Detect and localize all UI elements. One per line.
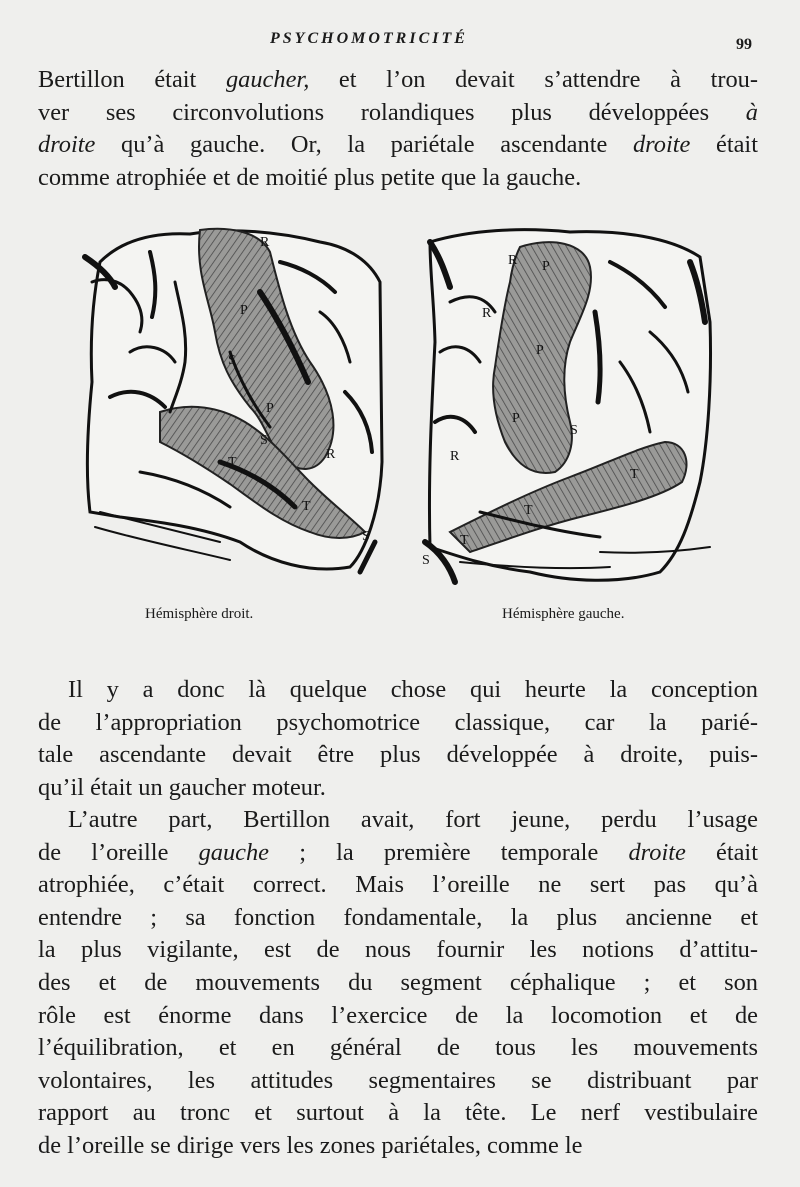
svg-text:P: P xyxy=(542,259,550,274)
italic-run: droite xyxy=(632,131,691,159)
svg-text:S: S xyxy=(260,433,268,448)
text-line: volontaires, les attitudes segmentaires se distribuant par xyxy=(38,1066,758,1094)
text-line: tale ascendante devait être plus développée à droite, puis- xyxy=(38,741,758,769)
svg-text:R: R xyxy=(260,235,270,250)
svg-text:S: S xyxy=(362,529,370,544)
svg-text:R: R xyxy=(508,253,518,268)
text-line: comme atrophiée et de moitié plus petite que la gauche. xyxy=(38,163,582,191)
text-line: ver ses circonvolutions rolandiques plus développées à xyxy=(38,98,758,126)
svg-text:P: P xyxy=(512,411,520,426)
paragraph-conception xyxy=(38,674,758,804)
svg-text:S: S xyxy=(228,353,236,368)
page-number: 99 xyxy=(736,36,752,53)
caption-right-hemisphere: Hémisphère droit. xyxy=(145,606,254,622)
svg-text:T: T xyxy=(630,467,639,482)
text-line: la plus vigilante, est de nous fournir les notions d’attitu- xyxy=(38,936,758,964)
text-line: rôle est énorme dans l’exercice de la locomotion et de xyxy=(38,1001,758,1029)
italic-run: droite xyxy=(38,131,96,159)
svg-text:T: T xyxy=(460,533,469,548)
text-line: rapport au tronc et surtout à la tête. Le nerf vestibulaire xyxy=(38,1099,758,1127)
paragraph-intro xyxy=(38,64,758,194)
running-head xyxy=(0,30,800,56)
text-line: des et de mouvements du segment céphalique ; et son xyxy=(38,968,758,996)
svg-text:S: S xyxy=(570,423,578,438)
text-line: l’équilibration, et en général de tous les mouvements xyxy=(38,1034,758,1062)
svg-text:P: P xyxy=(240,303,248,318)
running-title: PSYCHOMOTRICITÉ xyxy=(270,30,468,47)
svg-text:T: T xyxy=(302,499,311,514)
text-line: droite qu’à gauche. Or, la pariétale ascendante droite était xyxy=(38,131,758,159)
italic-run: à xyxy=(745,98,758,126)
svg-text:T: T xyxy=(524,503,533,518)
text-line: atrophiée, c’était correct. Mais l’oreille ne sert pas qu’à xyxy=(38,871,758,899)
left-hemisphere-drawing xyxy=(420,222,720,592)
italic-run: gaucher, xyxy=(225,66,310,93)
text-line: qu’il était un gaucher moteur. xyxy=(38,773,326,801)
right-hemisphere-drawing xyxy=(80,222,390,578)
text-line: de l’oreille se dirige vers les zones pariétales, comme le xyxy=(38,1131,583,1159)
text-line: entendre ; sa fonction fondamentale, la plus ancienne et xyxy=(38,903,758,931)
svg-text:P: P xyxy=(536,343,544,358)
svg-text:S: S xyxy=(422,553,430,568)
svg-text:P: P xyxy=(266,401,274,416)
text-line: Il y a donc là quelque chose qui heurte la conception xyxy=(68,676,758,703)
italic-run: gauche xyxy=(198,838,270,866)
svg-text:T: T xyxy=(228,455,237,470)
brain-hemispheres-figure xyxy=(80,222,720,602)
text-line: de l’oreille gauche ; la première temporale droite était xyxy=(38,838,758,866)
text-line: L’autre part, Bertillon avait, fort jeune, perdu l’usage xyxy=(68,806,758,833)
svg-text:R: R xyxy=(450,449,460,464)
svg-text:R: R xyxy=(326,447,336,462)
paragraph-oreille xyxy=(38,804,758,1163)
text-line: Bertillon était gaucher, et l’on devait s’attendre à trou- xyxy=(38,66,758,93)
italic-run: droite xyxy=(628,838,686,866)
svg-text:R: R xyxy=(482,306,492,321)
caption-left-hemisphere: Hémisphère gauche. xyxy=(502,606,625,622)
text-line: de l’appropriation psychomotrice classique, car la parié- xyxy=(38,708,758,736)
